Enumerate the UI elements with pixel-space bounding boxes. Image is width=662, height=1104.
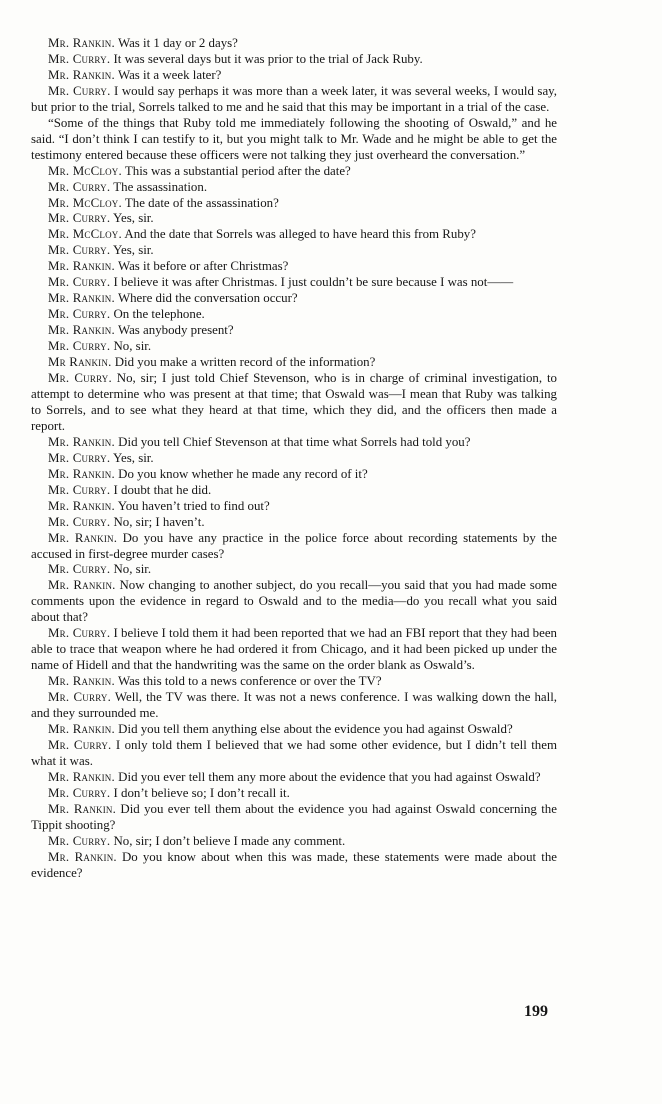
speech-text: Was it a week later?: [117, 67, 222, 82]
testimony-paragraph: [31, 355, 557, 371]
testimony-paragraph: [31, 36, 557, 52]
testimony-paragraph: [31, 483, 557, 499]
speech-text: Do you have any practice in the police force about recording statements by the accused in first-degree murder cases?: [31, 530, 557, 561]
testimony-paragraph: [31, 68, 557, 84]
speech-text: Did you ever tell them any more about the evidence that you had against Oswald?: [118, 769, 541, 784]
testimony-paragraph: [31, 562, 557, 578]
testimony-paragraph: [31, 738, 557, 770]
speaker-name: Mr. Curry.: [48, 690, 112, 705]
speech-text: No, sir.: [113, 339, 152, 354]
speaker-name: Mr. Rankin.: [48, 291, 115, 306]
testimony-paragraph: [31, 291, 557, 307]
speech-text: No, sir; I haven’t.: [113, 514, 205, 529]
testimony-paragraph: [31, 227, 557, 243]
speaker-name: Mr. Curry.: [48, 179, 111, 194]
speaker-name: Mr. Rankin.: [48, 530, 118, 545]
speech-text: Was this told to a news conference or over the TV?: [117, 674, 382, 689]
speaker-name: Mr. McCloy.: [48, 163, 122, 178]
testimony-paragraph: [31, 690, 557, 722]
speech-text: On the telephone.: [113, 307, 205, 322]
speech-text: I don’t believe so; I don’t recall it.: [113, 785, 290, 800]
speech-text: Yes, sir.: [113, 450, 154, 465]
speech-text: You haven’t tried to find out?: [117, 498, 270, 513]
testimony-paragraph: [31, 578, 557, 626]
testimony-paragraph: [31, 211, 557, 227]
speech-text: “Some of the things that Ruby told me immediately following the shooting of Oswald,” and he said. “I don’t think I can testify to it, but you might talk to Mr. Wade and he might be able to get the testimony entered because these officers were not talking they just overheard the conversation.”: [31, 115, 557, 162]
speech-text: No, sir.: [113, 562, 152, 577]
testimony-paragraph: [31, 323, 557, 339]
speech-text: I believe I told them it had been reported that we had an FBI report that they had been able to trace that weapon where he had ordered it from Chicago, and it had been picked up under the name of Hidell and that the handwriting was the same on the order blank as Oswald’s.: [31, 626, 557, 673]
testimony-paragraph: [31, 52, 557, 68]
speech-text: I only told them I believed that we had some other evidence, but I didn’t tell them what it was.: [31, 737, 557, 768]
speaker-name: Mr. Curry.: [48, 275, 111, 290]
speaker-name: Mr. Rankin.: [48, 259, 115, 274]
speech-text: Well, the TV was there. It was not a news conference. I was walking down the hall, and they surrounded me.: [31, 690, 557, 721]
speech-text: Was it before or after Christmas?: [117, 259, 289, 274]
speaker-name: Mr. Curry.: [48, 243, 111, 258]
speech-text: And the date that Sorrels was alleged to have heard this from Ruby?: [124, 227, 476, 242]
speaker-name: Mr. Rankin.: [48, 67, 115, 82]
testimony-paragraph: [31, 196, 557, 212]
speaker-name: Mr. Curry.: [48, 562, 111, 577]
speaker-name: Mr. Curry.: [48, 307, 111, 322]
testimony-paragraph: [31, 243, 557, 259]
speaker-name: Mr. Curry.: [48, 371, 112, 386]
speaker-name: Mr. Curry.: [48, 450, 111, 465]
speech-text: I would say perhaps it was more than a week later, it was several weeks, I would say, but prior to the trial, Sorrels talked to me and he said that this may be important in a trial of the case.: [31, 83, 557, 114]
speech-text: Yes, sir.: [113, 211, 154, 226]
speech-text: No, sir; I just told Chief Stevenson, who is in charge of criminal investigation, to attempt to determine who was present at that time; that Oswald was—I mean that Ruby was talking to Sorrels, and to see what they heard at that time, which they did, and the officers then made a report.: [31, 371, 557, 433]
speaker-name: Mr. Curry.: [48, 626, 111, 641]
speech-text: I believe it was after Christmas. I just couldn’t be sure because I was not——: [113, 275, 514, 290]
speech-text: It was several days but it was prior to the trial of Jack Ruby.: [113, 51, 423, 66]
speech-text: Yes, sir.: [113, 243, 154, 258]
speaker-name: Mr. Rankin.: [48, 498, 115, 513]
speaker-name: Mr. Curry.: [48, 51, 111, 66]
speaker-name: Mr. Curry.: [48, 737, 112, 752]
testimony-paragraph: [31, 371, 557, 435]
speech-text: No, sir; I don’t believe I made any comment.: [113, 833, 346, 848]
testimony-paragraph: [31, 850, 557, 882]
testimony-paragraph: [31, 307, 557, 323]
testimony-paragraph: [31, 180, 557, 196]
speaker-name: Mr. Curry.: [48, 339, 111, 354]
speech-text: Did you tell them anything else about the evidence you had against Oswald?: [118, 721, 513, 736]
speaker-name: Mr. Rankin.: [48, 323, 115, 338]
speech-text: This was a substantial period after the date?: [124, 163, 351, 178]
testimony-paragraph: [31, 435, 557, 451]
speech-text: Did you ever tell them about the evidence you had against Oswald concerning the Tippit shooting?: [31, 801, 557, 832]
speaker-name: Mr. Rankin.: [48, 434, 115, 449]
testimony-body: [31, 36, 557, 882]
testimony-paragraph: [31, 770, 557, 786]
speaker-name: Mr. Rankin.: [48, 721, 115, 736]
testimony-paragraph: [31, 339, 557, 355]
testimony-paragraph: [31, 722, 557, 738]
speaker-name: Mr. Rankin.: [48, 769, 115, 784]
speaker-name: Mr. Curry.: [48, 833, 111, 848]
speech-text: I doubt that he did.: [113, 482, 212, 497]
speech-text: Do you know about when this was made, these statements were made about the evidence?: [31, 849, 557, 880]
testimony-paragraph: [31, 499, 557, 515]
testimony-paragraph: [31, 515, 557, 531]
testimony-paragraph: [31, 451, 557, 467]
speech-text: Do you know whether he made any record of it?: [118, 466, 368, 481]
testimony-paragraph: [31, 84, 557, 116]
speech-text: The date of the assassination?: [124, 195, 279, 210]
speaker-name: Mr. Curry.: [48, 785, 111, 800]
speaker-name: Mr. Curry.: [48, 514, 111, 529]
testimony-paragraph: [31, 259, 557, 275]
speech-text: Was it 1 day or 2 days?: [117, 36, 238, 50]
testimony-paragraph: [31, 116, 557, 164]
speaker-name: Mr. Rankin.: [48, 849, 117, 864]
speaker-name: Mr. Rankin.: [48, 36, 115, 50]
page-number: 199: [524, 1003, 548, 1020]
testimony-paragraph: [31, 275, 557, 291]
speaker-name: Mr. Curry.: [48, 482, 111, 497]
testimony-paragraph: [31, 786, 557, 802]
testimony-paragraph: [31, 467, 557, 483]
speech-text: Did you tell Chief Stevenson at that time what Sorrels had told you?: [118, 434, 471, 449]
speaker-name: Mr. Curry.: [48, 211, 111, 226]
speech-text: Did you make a written record of the information?: [114, 355, 376, 370]
testimony-paragraph: [31, 164, 557, 180]
speech-text: Now changing to another subject, do you recall—you said that you had made some comments upon the evidence in regard to Oswald and to the media—do you recall what you said about that?: [31, 578, 557, 625]
speech-text: The assassination.: [113, 179, 208, 194]
speaker-name: Mr. McCloy.: [48, 195, 122, 210]
speech-text: Where did the conversation occur?: [117, 291, 298, 306]
speaker-name: Mr. Rankin.: [48, 674, 115, 689]
speech-text: Was anybody present?: [117, 323, 234, 338]
speaker-name: Mr. Rankin.: [48, 578, 116, 593]
testimony-paragraph: [31, 834, 557, 850]
speaker-name: Mr. Rankin.: [48, 466, 115, 481]
speaker-name: Mr Rankin.: [48, 355, 112, 370]
testimony-paragraph: [31, 674, 557, 690]
speaker-name: Mr. Rankin.: [48, 801, 117, 816]
speaker-name: Mr. McCloy.: [48, 227, 122, 242]
speaker-name: Mr. Curry.: [48, 83, 111, 98]
testimony-paragraph: [31, 626, 557, 674]
testimony-paragraph: [31, 802, 557, 834]
testimony-paragraph: [31, 531, 557, 563]
